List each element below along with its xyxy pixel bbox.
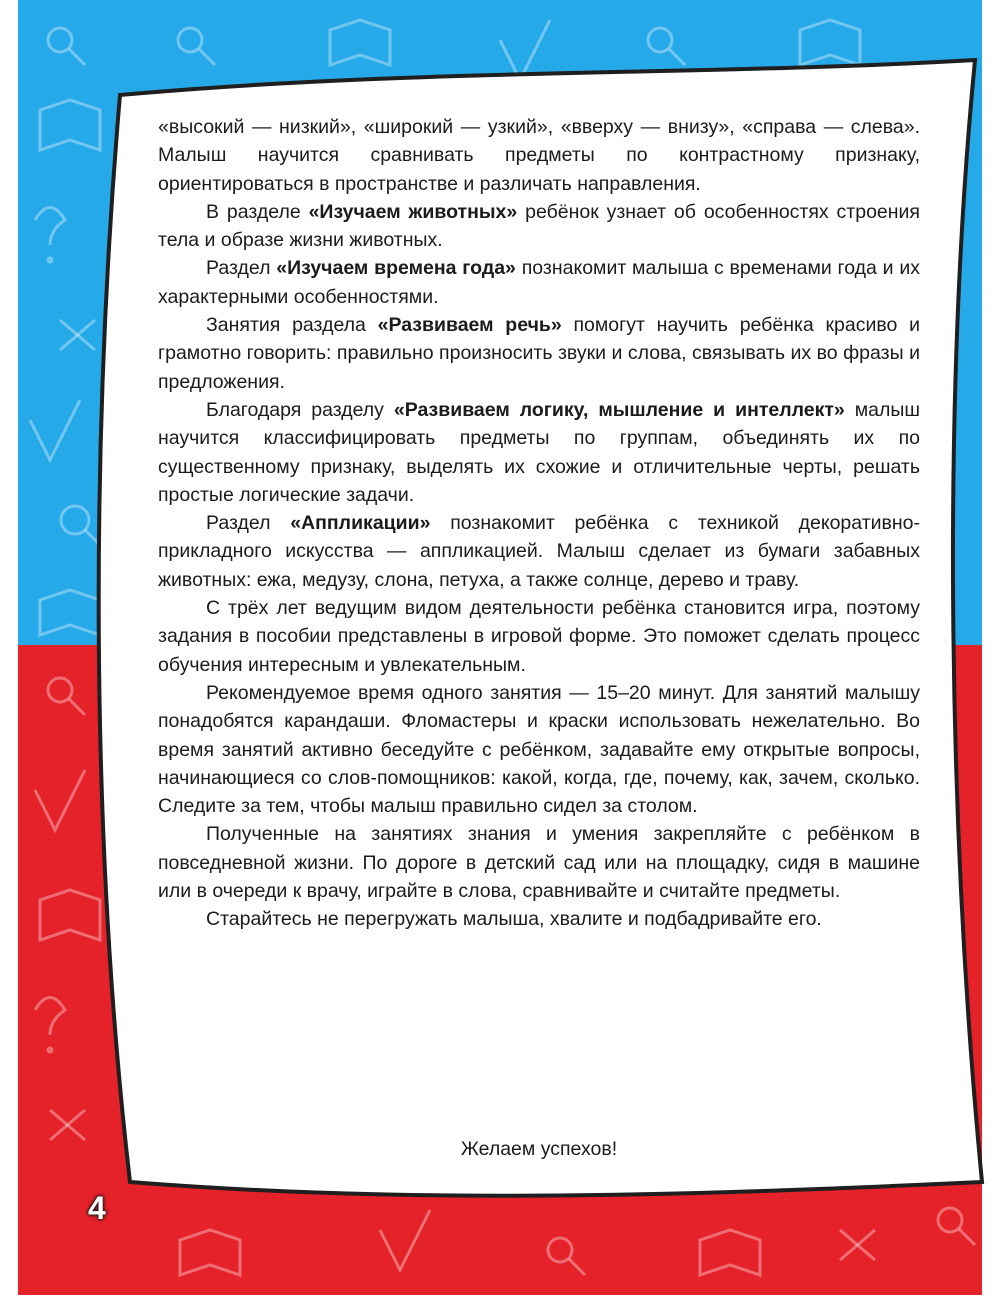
paragraph-text: Старайтесь не перегружать малыша, хвалите и подбадривайте его.	[206, 908, 822, 931]
page-number: 4	[88, 1190, 106, 1226]
paragraph-text: малыш научится классифицировать предметы по группам, объединять их по существенному признаку, выделять их схожие и отличительные черты, решать простые логические задачи.	[158, 398, 920, 506]
paragraph	[158, 594, 920, 679]
closing-line: Желаем успехов!	[460, 1138, 618, 1160]
paragraph	[158, 254, 920, 311]
paragraph-text: Занятия раздела	[206, 314, 378, 337]
paragraph-text: В разделе	[206, 200, 309, 223]
paragraph	[158, 820, 920, 905]
section-name: «Развиваем речь»	[377, 314, 562, 337]
section-name: «Изучаем времена года»	[276, 257, 516, 280]
paragraph	[158, 509, 920, 594]
paragraph-text: «высокий — низкий», «широкий — узкий», «вверху — внизу», «справа — слева». Малыш научится сравнивать предметы по контрастному признаку, ориентироваться в пространстве и различать направления.	[158, 116, 920, 195]
paragraph-text: ребёнок узнает об особенностях строения тела и образе жизни животных.	[158, 200, 920, 252]
paragraph-text: Полученные на занятиях знания и умения закрепляйте с ребёнком в повседневной жизни. По дороге в детский сад или на площадку, сидя в машине или в очереди к врачу, играйте в слова, сравнивайте и считайте предметы.	[158, 823, 920, 903]
paragraph-text: познакомит ребёнка с техникой декоративно-прикладного искусства — аппликацией. Малыш сделает из бумаги забавных животных: ежа, медузу, слона, петуха, а также солнце, дерево и траву.	[158, 512, 920, 591]
section-name: «Развиваем логику, мышление и интеллект»	[393, 398, 845, 421]
paragraph-text: Раздел	[206, 257, 277, 280]
paragraph-text: С трёх лет ведущим видом деятельности ребёнка становится игра, поэтому задания в пособии представлены в игровой форме. Это поможет сделать процесс обучения интересным и увлекательным.	[158, 597, 920, 676]
paragraph-text: помогут научить ребёнка красиво и грамотно говорить: правильно произносить звуки и слова, связывать их во фразы и предложения.	[158, 314, 921, 393]
paragraph-text: Рекомендуемое время одного занятия — 15–20 минут. Для занятий малышу понадобятся карандаши. Фломастеры и краски использовать нежелательно. Во время занятий активно беседуйте с ребёнком, задавайте ему открытые вопросы, начинающиеся со слов-помощников: какой, когда, где, почему, как, зачем, сколько. Следите за тем, чтобы малыш правильно сидел за столом.	[158, 681, 920, 818]
paragraph	[158, 198, 920, 255]
paragraph	[158, 311, 920, 396]
section-name: «Аппликации»	[290, 512, 431, 535]
paragraph	[158, 396, 920, 509]
section-name: «Изучаем животных»	[308, 200, 518, 223]
paragraph-text: Благодаря разделу	[206, 398, 394, 421]
paragraph-text: Раздел	[206, 512, 291, 535]
paragraph	[158, 679, 920, 820]
body-text	[158, 113, 920, 934]
paragraph-text: познакомит малыша с временами года и их характерными особенностями.	[158, 257, 920, 308]
paragraph	[158, 113, 920, 198]
paragraph	[158, 905, 920, 933]
